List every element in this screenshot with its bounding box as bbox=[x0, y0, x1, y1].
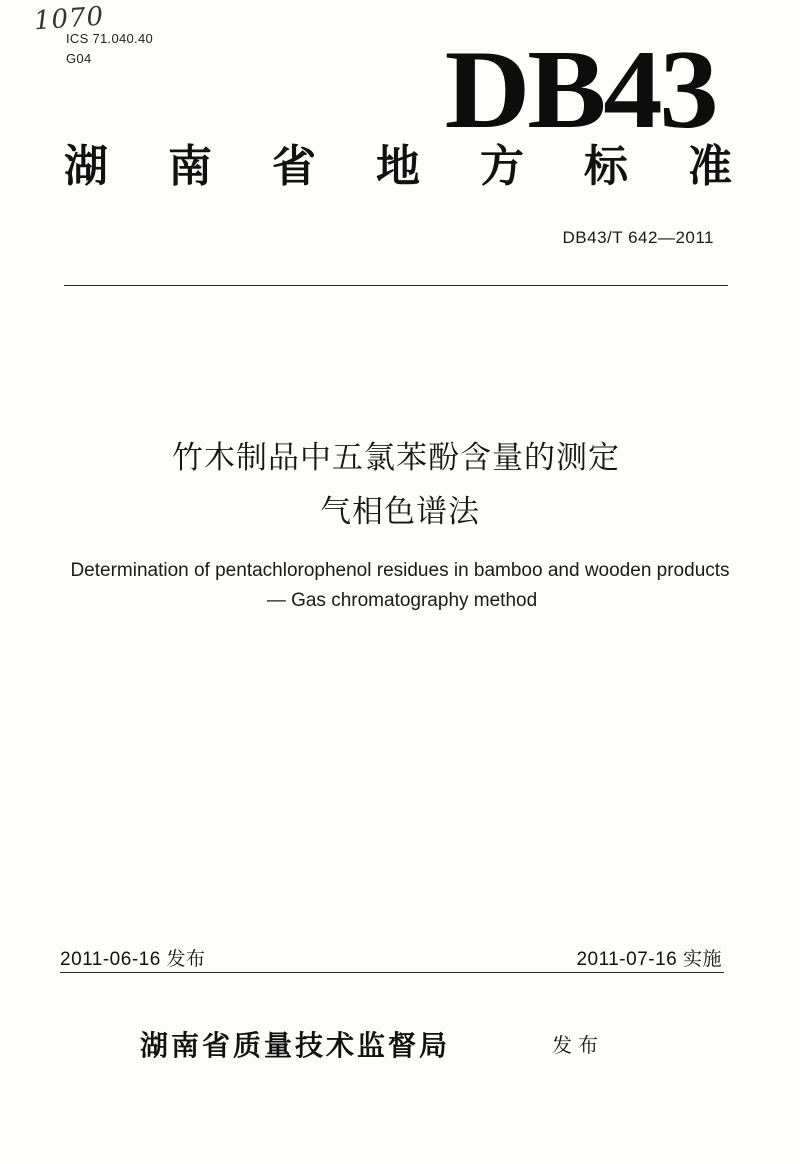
standard-type-heading bbox=[64, 141, 732, 192]
standard-type-char: 湖 bbox=[64, 141, 108, 192]
standard-number: DB43/T 642—2011 bbox=[562, 228, 714, 247]
implementation-date: 2011-07-16 实施 bbox=[576, 949, 722, 970]
chinese-title-line-1: 竹木制品中五氯苯酚含量的测定 bbox=[172, 440, 620, 476]
publish-label: 发布 bbox=[552, 1033, 604, 1057]
standard-type-char: 地 bbox=[376, 141, 420, 192]
issue-date: 2011-06-16 发布 bbox=[60, 949, 206, 970]
publisher-name: 湖南省质量技术监督局 bbox=[140, 1029, 451, 1062]
db-logo: DB43 bbox=[445, 28, 716, 152]
standard-type-char: 省 bbox=[272, 141, 316, 192]
header-divider bbox=[64, 285, 728, 286]
standard-type-char: 准 bbox=[688, 141, 732, 192]
standard-type-char: 标 bbox=[584, 141, 628, 192]
date-divider bbox=[60, 972, 724, 973]
handwritten-note: 1070 bbox=[33, 1, 106, 37]
english-title-line-2: — Gas chromatography method bbox=[266, 590, 538, 611]
standard-type-char: 南 bbox=[168, 141, 212, 192]
english-title-line-1: Determination of pentachlorophenol residues in bamboo and wooden products bbox=[70, 560, 730, 581]
chinese-title-line-2: 气相色谱法 bbox=[320, 494, 480, 530]
ics-code: ICS 71.040.40 bbox=[66, 31, 154, 46]
ccs-code: G04 bbox=[66, 51, 92, 66]
standard-type-char: 方 bbox=[480, 141, 524, 192]
